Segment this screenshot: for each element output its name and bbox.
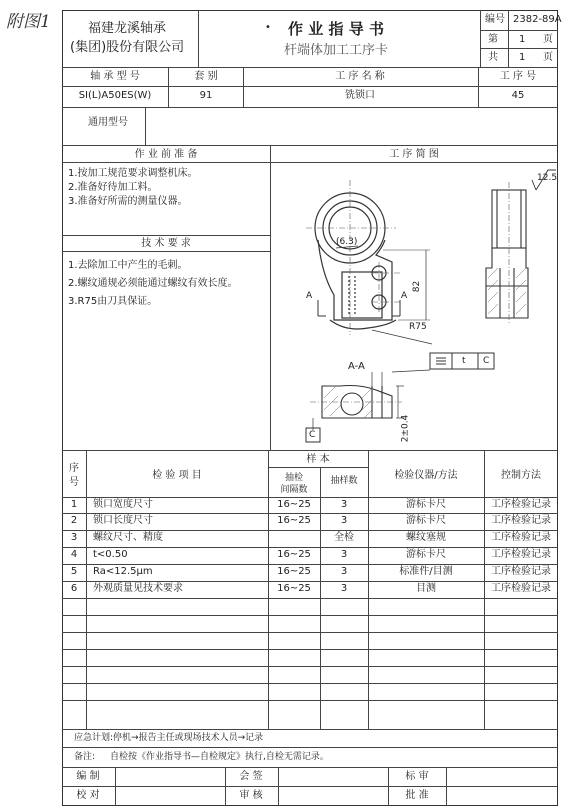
approve-label: 批 准 bbox=[405, 790, 429, 801]
col-method: 检验仪器/方法 bbox=[394, 470, 458, 481]
total-pages: 1 bbox=[519, 52, 526, 63]
page-number: 1 bbox=[519, 34, 526, 45]
cell-item: 外观质量见技术要求 bbox=[93, 583, 183, 594]
cell-control: 工序检验记录 bbox=[491, 549, 551, 560]
dimension-2: 2±0.4 bbox=[400, 414, 411, 443]
section-mark-right: A bbox=[401, 291, 408, 301]
series-label: 套 别 bbox=[194, 71, 218, 82]
cell-interval: 16~25 bbox=[277, 566, 311, 577]
roughness-value: 12.5 bbox=[537, 173, 558, 183]
section-mark-left: A bbox=[306, 291, 313, 301]
cell-qty: 3 bbox=[340, 583, 348, 594]
cell-control: 工序检验记录 bbox=[491, 515, 551, 526]
tolerance-symbol: t bbox=[462, 356, 466, 366]
cell-method: 游标卡尺 bbox=[406, 549, 446, 560]
datum-c: C bbox=[309, 430, 316, 440]
document-title: 作 业 指 导 书 bbox=[288, 20, 384, 38]
cell-interval: 16~25 bbox=[277, 549, 311, 560]
cell-interval: 16~25 bbox=[277, 515, 311, 526]
cell-qty: 全检 bbox=[334, 532, 354, 543]
cell-method: 游标卡尺 bbox=[406, 515, 446, 526]
tech-title: 技 术 要 求 bbox=[141, 238, 191, 249]
cell-qty: 3 bbox=[340, 549, 348, 560]
handwritten-note: 附图1 bbox=[6, 12, 51, 32]
col-control: 控制方法 bbox=[501, 470, 541, 481]
cell-item: 锁口长度尺寸 bbox=[93, 515, 153, 526]
cell-no: 5 bbox=[70, 566, 78, 577]
company-name-line1: 福建龙溪轴承 bbox=[88, 21, 167, 36]
total-unit: 页 bbox=[543, 52, 553, 63]
remark-text: 自检按《作业指导书—自检规定》执行,自检无需记录。 bbox=[110, 752, 329, 762]
cell-control: 工序检验记录 bbox=[491, 532, 551, 543]
process-sketch bbox=[271, 163, 557, 449]
cell-method: 游标卡尺 bbox=[406, 499, 446, 510]
page-label: 第 bbox=[488, 34, 498, 45]
contingency-plan: 应急计划:停机→报告主任或现场技术人员→记录 bbox=[74, 733, 264, 743]
cell-item: t<0.50 bbox=[93, 549, 128, 560]
page-unit: 页 bbox=[543, 34, 553, 45]
tech-item: 3.R75由刀具保证。 bbox=[68, 296, 158, 307]
section-label: A-A bbox=[348, 361, 365, 372]
cell-no: 6 bbox=[70, 583, 78, 594]
prep-title: 作 业 前 准 备 bbox=[134, 149, 198, 160]
cell-interval: 16~25 bbox=[277, 583, 311, 594]
cell-no: 1 bbox=[70, 499, 78, 510]
number-label: 编号 bbox=[485, 14, 505, 25]
bearing-model-label: 轴 承 型 号 bbox=[90, 71, 140, 82]
cell-control: 工序检验记录 bbox=[491, 583, 551, 594]
dimension-r75: R75 bbox=[409, 322, 427, 332]
tolerance-datum: C bbox=[483, 356, 490, 366]
cell-item: Ra<12.5μm bbox=[93, 566, 153, 577]
proofread-label: 校 对 bbox=[76, 790, 100, 801]
prep-item: 2.准备好待加工料。 bbox=[68, 182, 158, 193]
document-subtitle: 杆端体加工工序卡 bbox=[283, 43, 389, 58]
cell-control: 工序检验记录 bbox=[491, 566, 551, 577]
cell-no: 4 bbox=[70, 549, 78, 560]
tech-item: 1.去除加工中产生的毛刺。 bbox=[68, 260, 188, 271]
series-value: 91 bbox=[199, 90, 213, 101]
col-quantity: 抽样数 bbox=[330, 476, 358, 486]
col-sample: 样 本 bbox=[306, 454, 330, 465]
cell-item: 锁口宽度尺寸 bbox=[93, 499, 153, 510]
standard-review-label: 标 审 bbox=[405, 771, 429, 782]
company-name-line2: (集团)股份有限公司 bbox=[70, 40, 185, 55]
tech-item: 2.螺纹通规必须能通过螺纹有效长度。 bbox=[68, 278, 238, 289]
countersign-label: 会 签 bbox=[239, 771, 263, 782]
cell-interval: 16~25 bbox=[277, 499, 311, 510]
process-name: 铣锁口 bbox=[345, 90, 375, 101]
general-model-label: 通用型号 bbox=[88, 117, 128, 128]
bearing-model: SI(L)A50ES(W) bbox=[78, 90, 152, 101]
process-name-label: 工 序 名 称 bbox=[335, 71, 385, 82]
prep-item: 1.按加工规范要求调整机床。 bbox=[68, 168, 198, 179]
process-number: 45 bbox=[511, 90, 525, 101]
prep-item: 3.准备好所需的测量仪器。 bbox=[68, 196, 188, 207]
prepared-label: 编 制 bbox=[76, 771, 100, 782]
cell-no: 2 bbox=[70, 515, 78, 526]
dimension-6-3: (6.3) bbox=[336, 237, 358, 247]
cell-method: 螺纹塞规 bbox=[406, 532, 446, 543]
cell-qty: 3 bbox=[340, 499, 348, 510]
process-number-label: 工 序 号 bbox=[499, 71, 537, 82]
cell-control: 工序检验记录 bbox=[491, 499, 551, 510]
cell-qty: 3 bbox=[340, 515, 348, 526]
cell-qty: 3 bbox=[340, 566, 348, 577]
cell-method: 目测 bbox=[416, 583, 436, 594]
document-number: 2382-89A bbox=[513, 14, 562, 25]
col-item: 检 验 项 目 bbox=[152, 470, 202, 481]
cell-item: 螺纹尺寸、精度 bbox=[93, 532, 163, 543]
review-label: 审 核 bbox=[239, 790, 263, 801]
cell-no: 3 bbox=[70, 532, 78, 543]
col-interval: 抽检 间隔数 bbox=[280, 473, 308, 495]
remark-label: 备注: bbox=[74, 752, 96, 762]
cell-method: 标准件/目测 bbox=[399, 566, 453, 577]
sketch-title: 工 序 简 图 bbox=[389, 149, 439, 160]
dimension-82: 82 bbox=[412, 280, 423, 293]
col-seq: 序 号 bbox=[69, 463, 79, 488]
total-label: 共 bbox=[488, 52, 498, 63]
